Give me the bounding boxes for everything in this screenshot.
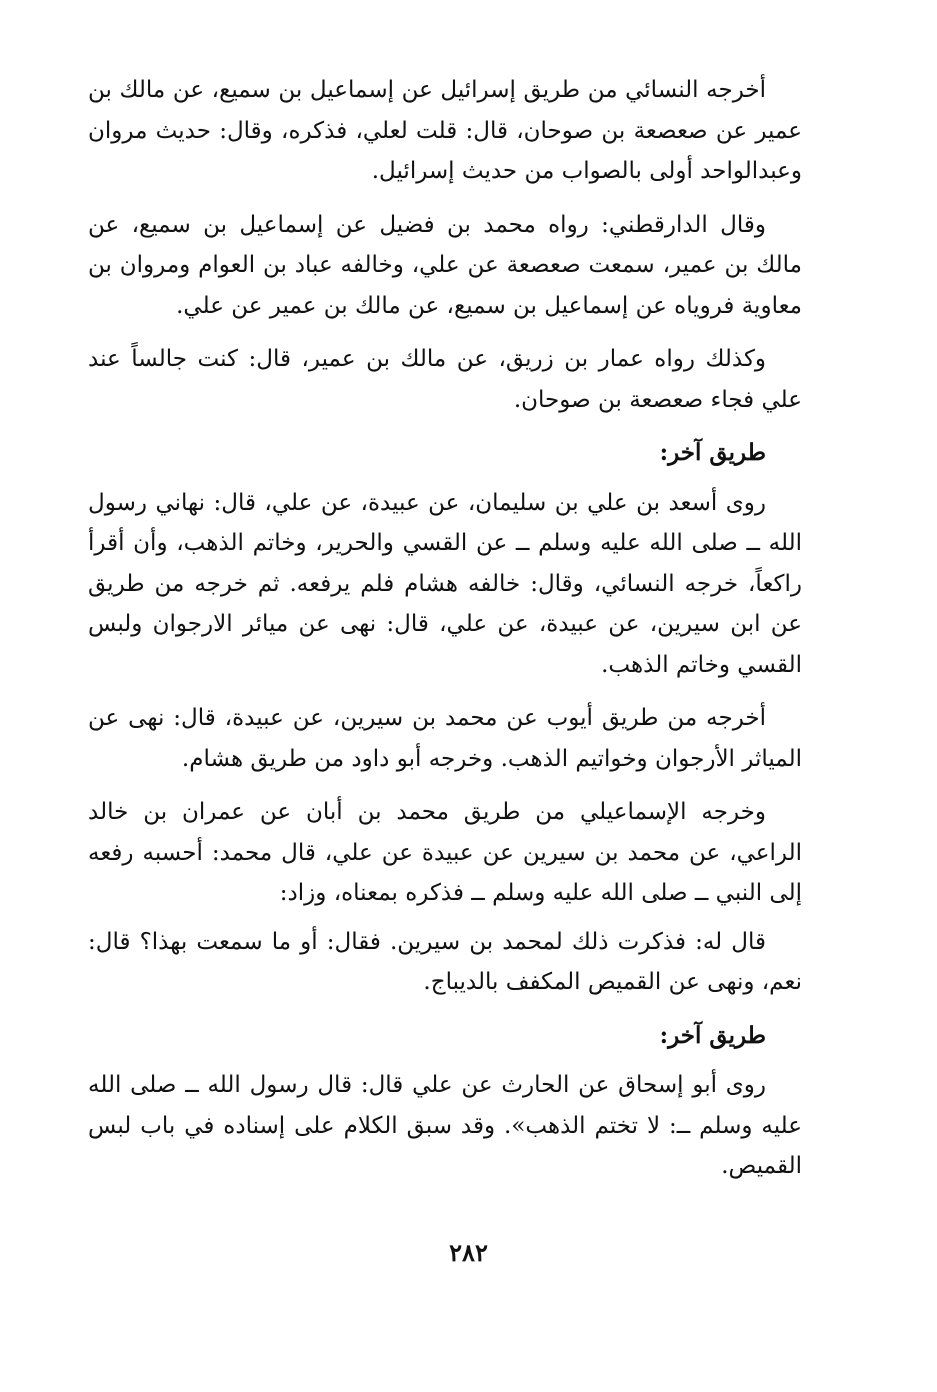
page-number: ٢٨٢ (449, 1238, 488, 1267)
paragraph-ibn-sirin-dialogue: قال له: فذكرت ذلك لمحمد بن سيرين. فقال: أو ما سمعت بهذا؟ قال: نعم، ونهى عن القميص المكفف بالديباج. (88, 928, 802, 995)
section-heading-another-route-2: طريق آخر: (659, 1021, 766, 1049)
section-heading-another-route: طريق آخر: (659, 439, 766, 466)
paragraph-asad-bin-ali: روى أسعد بن علي بن سليمان، عن عبيدة، عن علي، قال: نهاني رسول الله ــ صلى الله عليه وسلم ــ عن القسي والحرير، وخاتم الذهب، وأن أقرأ راكعاً، خرجه النسائي، وقال: خالفه هشام فلم يرفعه. ثم خرجه من طريق عن ابن سيرين، عن عبيدة، عن علي، قال: نهى عن ميائر الارجوان ولبس القسي وخاتم الذهب. (88, 489, 802, 678)
paragraph-ammar-bin-zuraiq: وكذلك رواه عمار بن زريق، عن مالك بن عمير، قال: كنت جالساً عند علي فجاء صعصعة بن صوحان. (88, 346, 802, 413)
paragraph-nasai-israil: أخرجه النسائي من طريق إسرائيل عن إسماعيل بن سميع، عن مالك بن عمير عن صعصعة بن صوحان، قال: قلت لعلي، فذكره، وقال: حديث مروان وعبدالواحد أولى بالصواب من حديث إسرائيل. (88, 77, 802, 184)
paragraph-ismaili: وخرجه الإسماعيلي من طريق محمد بن أبان عن عمران بن خالد الراعي، عن محمد بن سيرين عن عبيدة عن علي، قال محمد: أحسبه رفعه إلى النبي ــ صلى الله عليه وسلم ــ فذكره بمعناه، وزاد: (88, 799, 802, 906)
paragraph-ayyub: أخرجه من طريق أيوب عن محمد بن سيرين، عن عبيدة، قال: نهى عن المياثر الأرجوان وخواتيم الذهب. وخرجه أبو داود من طريق هشام. (88, 705, 802, 772)
page-body (88, 70, 802, 1200)
paragraph-daraqutni: وقال الدارقطني: رواه محمد بن فضيل عن إسماعيل بن سميع، عن مالك بن عمير، سمعت صعصعة عن علي، وخالفه عباد بن العوام ومروان بن معاوية فروياه عن إسماعيل بن سميع، عن مالك بن عمير عن علي. (88, 211, 802, 319)
paragraph-abu-ishaq: روى أبو إسحاق عن الحارث عن علي قال: قال رسول الله ــ صلى الله عليه وسلم ــ: لا تختم الذهب». وقد سبق الكلام على إسناده في باب لبس القميص. (88, 1072, 802, 1179)
